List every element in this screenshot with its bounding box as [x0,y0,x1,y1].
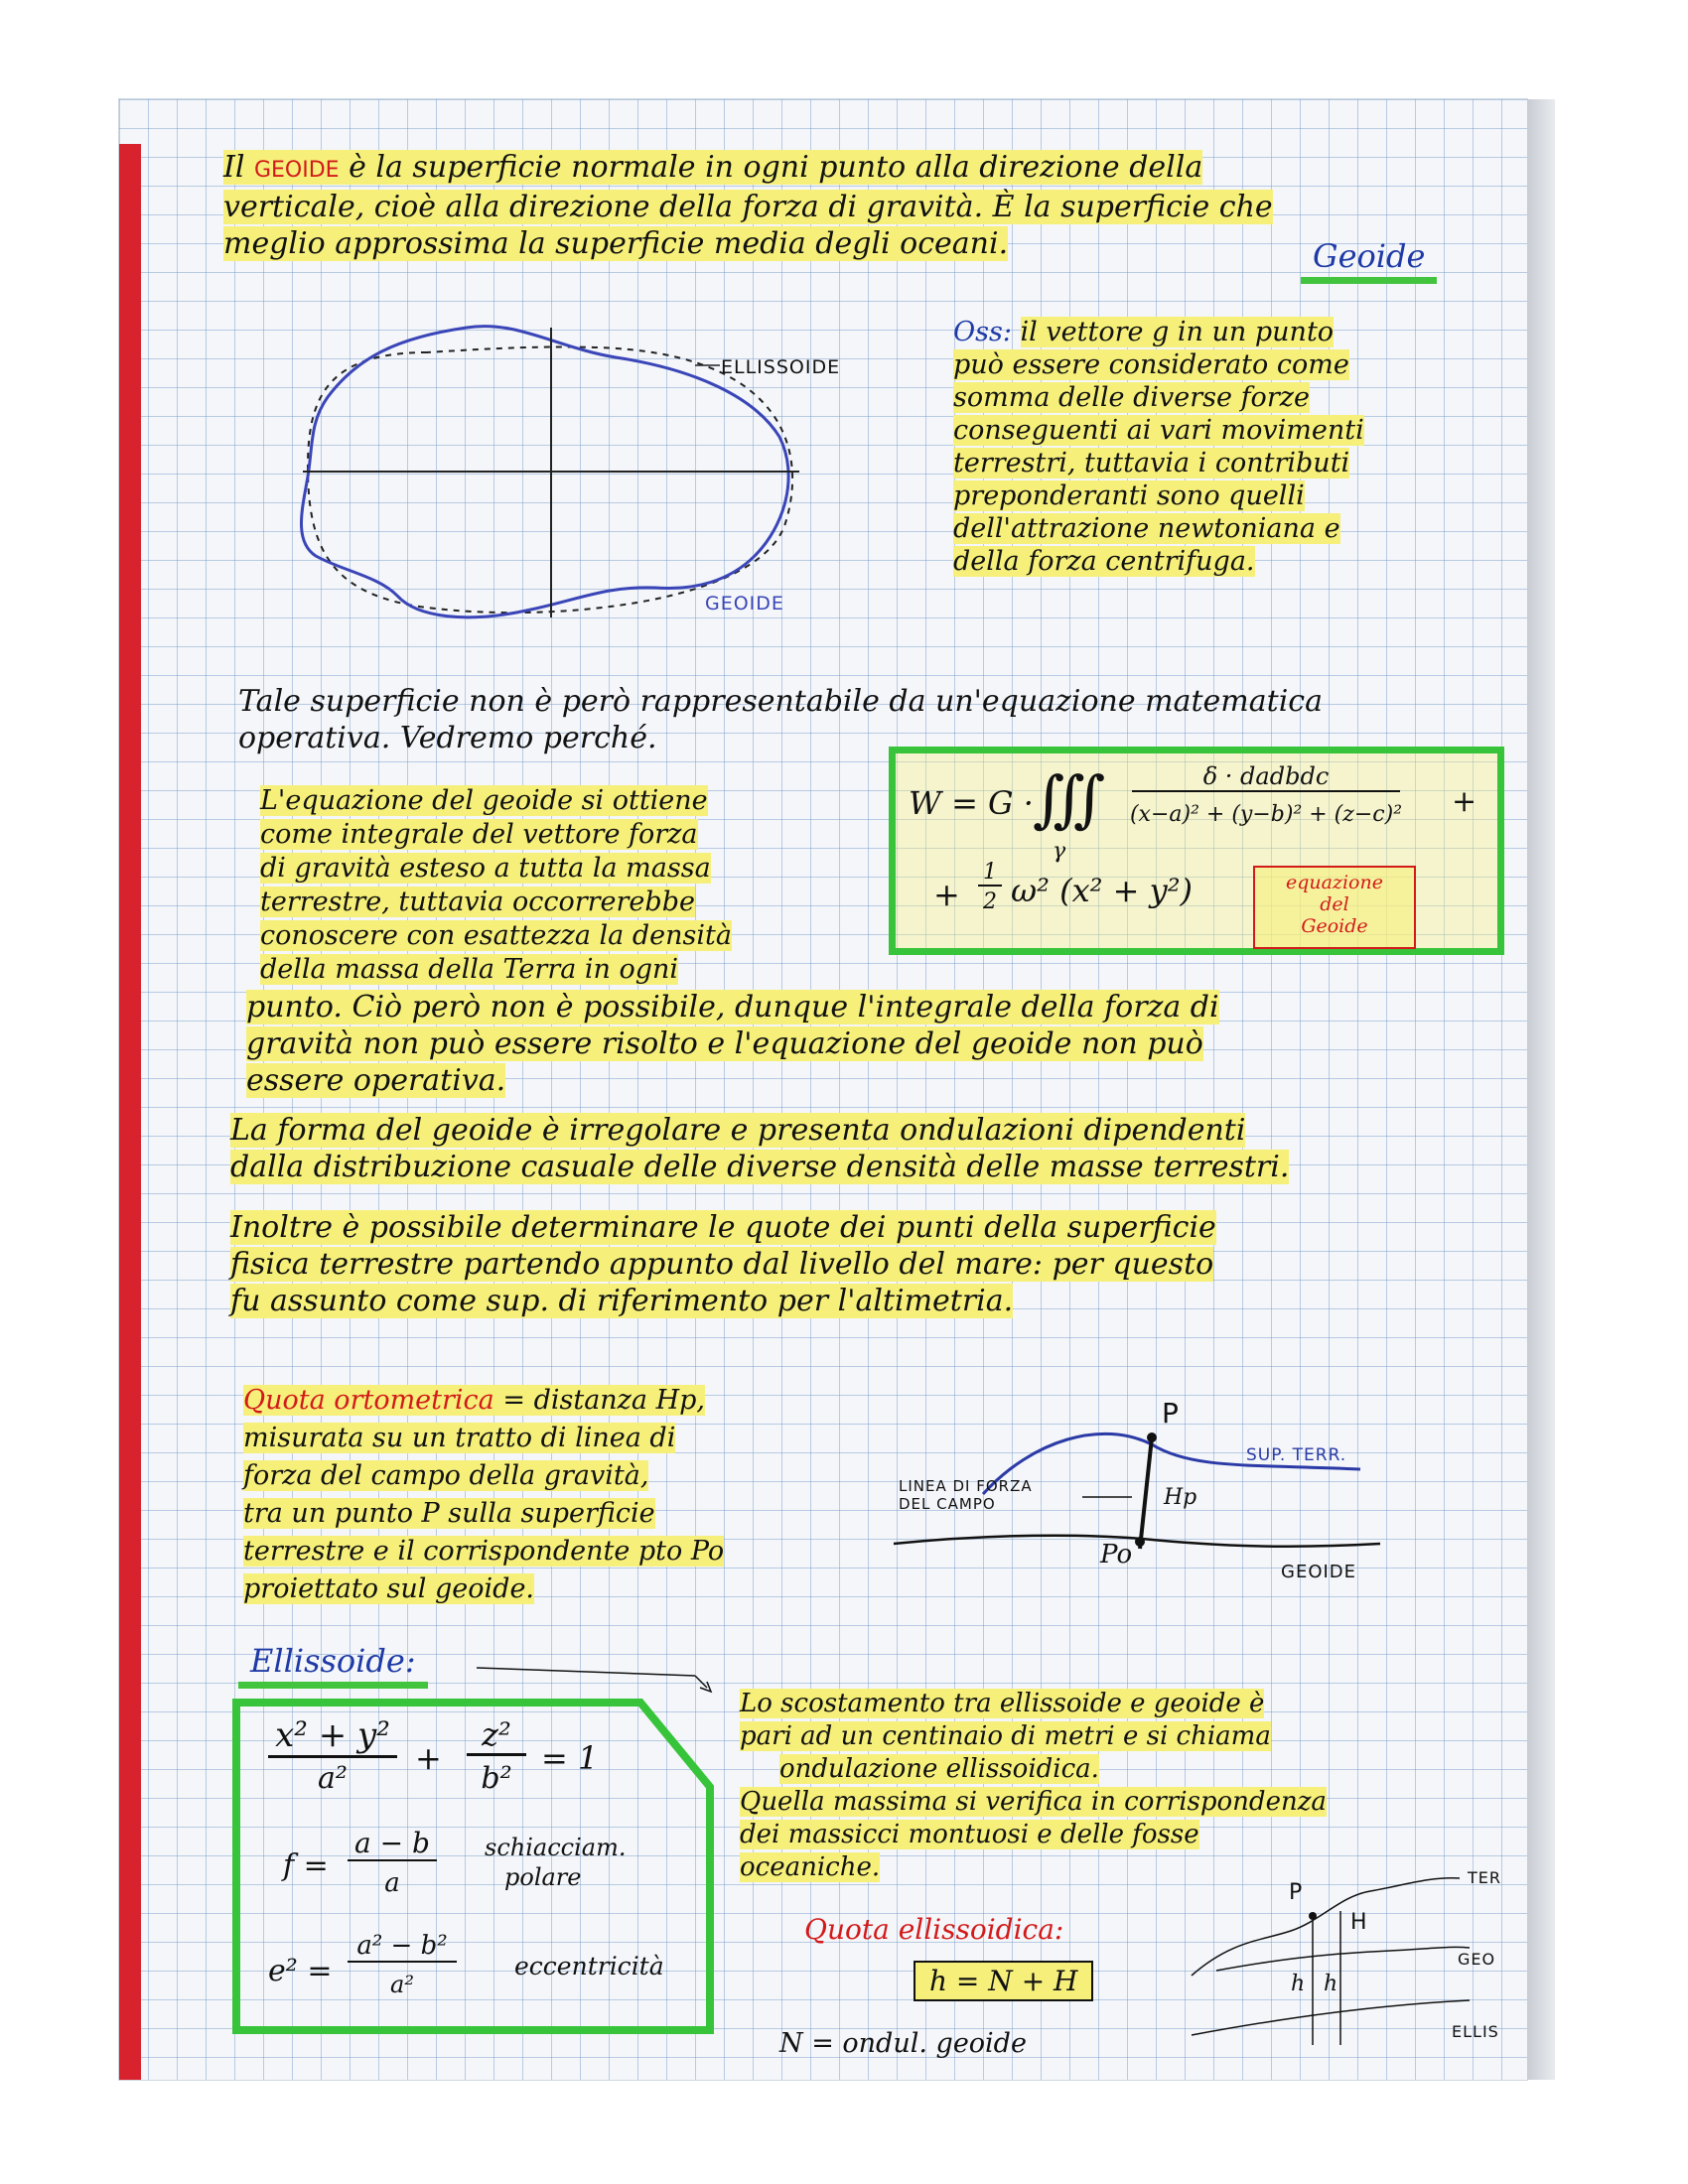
eq1-plus: + [415,1739,442,1777]
fig2-label-linea-1: LINEA DI FORZA [899,1477,1033,1495]
inoltre-line: fu assunto come sup. di riferimento per l'altimetria. [230,1284,1014,1318]
scostamento-line: oceaniche. [740,1852,881,1882]
eq2-label-2: polare [504,1863,582,1891]
equazione-line: come integrale del vettore forza [260,819,698,850]
eq3-lhs: e² = [268,1954,333,1988]
eq3-den: a² [390,1971,414,1998]
oss-line: dell'attrazione newtoniana e [953,513,1340,544]
forma-line: dalla distribuzione casuale delle diverse densità delle masse terrestri. [230,1150,1290,1184]
quota-ortometrica-line: proiettato sul geoide. [243,1573,535,1604]
eq1-num-right: z² [467,1715,526,1756]
geoide-heading-text: Geoide [1301,237,1437,284]
equazione-line: L'equazione del geoide si ottiene [260,785,708,816]
fig3-label-h1: h [1291,1972,1306,1996]
eq-denominator: (x−a)² + (y−b)² + (z−c)² [1129,802,1403,827]
quota-ortometrica-line: forza del campo della gravità, [243,1460,649,1491]
eq-integral: ∭ [1033,762,1106,835]
fig2-label-hp: Hp [1164,1485,1197,1510]
inoltre-line: fisica terrestre partendo appunto dal livello del mare: per questo [230,1247,1214,1282]
quota-ellissoidica-note: N = ondul. geoide [779,2028,1027,2059]
equazione-line: punto. Ciò però non è possibile, dunque l'integrale della forza di [246,990,1219,1024]
scostamento-line: Quella massima si verifica in corrispondenza [740,1787,1327,1817]
quota-ortometrica-term: Quota ortometrica [243,1385,494,1416]
scostamento-line: pari ad un centinaio di metri e si chiama [740,1721,1271,1751]
eq-centrifugal: ω² (x² + y²) [1011,872,1193,909]
eq2-num: a − b [348,1827,437,1861]
equazione-line: gravità non può essere risolto e l'equazione del geoide non può [246,1026,1203,1061]
oss-label: Oss: [953,317,1012,347]
equazione-line: conoscere con esattezza la densità [260,920,732,951]
oss-line: conseguenti ai vari movimenti [953,415,1364,446]
quota-ellissoidica-title: Quota ellissoidica: [804,1913,1064,1946]
intro-line3: meglio approssima la superficie media degli oceani. [223,226,1009,261]
equation-label-line: equazione [1286,872,1383,893]
fig3-label-h-big: H [1350,1910,1367,1935]
fig3-label-ter: TER [1468,1868,1501,1887]
tale-line: operativa. Vedremo perché. [238,721,657,755]
fig2-label-p: P [1162,1397,1179,1430]
fig2-label-geoide: GEOIDE [1281,1562,1357,1582]
scostamento-line: Lo scostamento tra ellissoide e geoide è [740,1689,1265,1718]
quota-ortometrica-line: tra un punto P sulla superficie [243,1498,655,1529]
label-ellissoide: ELLISSOIDE [721,356,841,378]
fig3-ellipsoid-line [1192,2000,1470,2035]
equazione-line: della massa della Terra in ogni [260,954,679,985]
oss-line: terrestri, tuttavia i contributi [953,448,1350,478]
intro-line1-post: è la superficie normale in ogni punto alla direzione della [339,150,1203,185]
eq-numerator: δ · dadbdc [1132,762,1400,792]
fig3-point-p [1309,1912,1317,1920]
eq1-num-left: x² + y² [268,1715,397,1758]
scostamento-line: ondulazione ellissoidica. [779,1754,1099,1784]
intro-line2: verticale, cioè alla direzione della forza di gravità. È la superficie che [223,190,1273,224]
quota-ellissoidica-formula: h = N + H [914,1961,1093,2001]
quota-ortometrica-line: = distanza Hp, [493,1385,705,1416]
fig3-terrain-line [1192,1878,1460,1976]
eq-plus-2: + [933,876,960,913]
oss-line: somma delle diverse forze [953,382,1310,413]
eq-domain: γ [1053,839,1066,864]
equation-label-line: del [1320,893,1349,915]
equazione-line: di gravità esteso a tutta la massa [260,853,711,884]
fig2-label-sup: SUP. TERR. [1246,1445,1347,1465]
eq1-den-left: a² [318,1761,348,1796]
equation-label-line: Geoide [1301,915,1368,937]
quota-ortometrica-line: terrestre e il corrispondente pto Po [243,1536,725,1567]
inoltre-line: Inoltre è possibile determinare le quote dei punti della superficie [230,1210,1216,1245]
equazione-line: essere operativa. [246,1063,506,1098]
intro-line1-pre: Il [223,150,254,185]
fig2-label-po: Po [1100,1540,1133,1570]
forma-line: La forma del geoide è irregolare e presenta ondulazioni dipendenti [230,1113,1246,1148]
oss-line: preponderanti sono quelli [953,480,1305,511]
scostamento-line: dei massicci montuosi e delle fosse [740,1820,1199,1849]
eq-half-den: 2 [983,889,997,914]
fig3-label-ellis: ELLIS [1452,2022,1499,2041]
fig3-label-p: P [1289,1880,1303,1905]
oss-line: della forza centrifuga. [953,546,1255,577]
fig3-label-h2: h [1324,1972,1338,1996]
label-geoide: GEOIDE [705,593,784,614]
oss-line: può essere considerato come [953,349,1349,380]
eq1-rhs: = 1 [541,1739,599,1777]
eq-plus-1: + [1452,784,1477,819]
fig2-label-linea-2: DEL CAMPO [899,1495,996,1513]
geoide-term: GEOIDE [253,158,340,183]
tale-line: Tale superficie non è però rappresentabile da un'equazione matematica [238,684,1323,719]
eq2-den: a [384,1868,400,1898]
quota-ortometrica-line: misurata su un tratto di linea di [243,1423,676,1453]
ellissoide-heading-text: Ellissoide: [238,1642,428,1689]
eq1-den-right: b² [481,1761,512,1796]
equazione-line: terrestre, tuttavia occorrerebbe [260,887,695,917]
eq2-label-1: schiacciam. [485,1834,627,1861]
eq2-lhs: f = [283,1848,329,1883]
eq-lhs: W = G · [909,784,1034,822]
eq3-label: eccentricità [514,1952,664,1980]
fig3-geoid-line [1216,1947,1470,1971]
fig3-label-geo: GEO [1458,1950,1496,1969]
eq-half-num: 1 [978,860,1002,887]
eq3-num: a² − b² [348,1931,457,1963]
oss-line: il vettore g in un punto [1020,317,1335,347]
